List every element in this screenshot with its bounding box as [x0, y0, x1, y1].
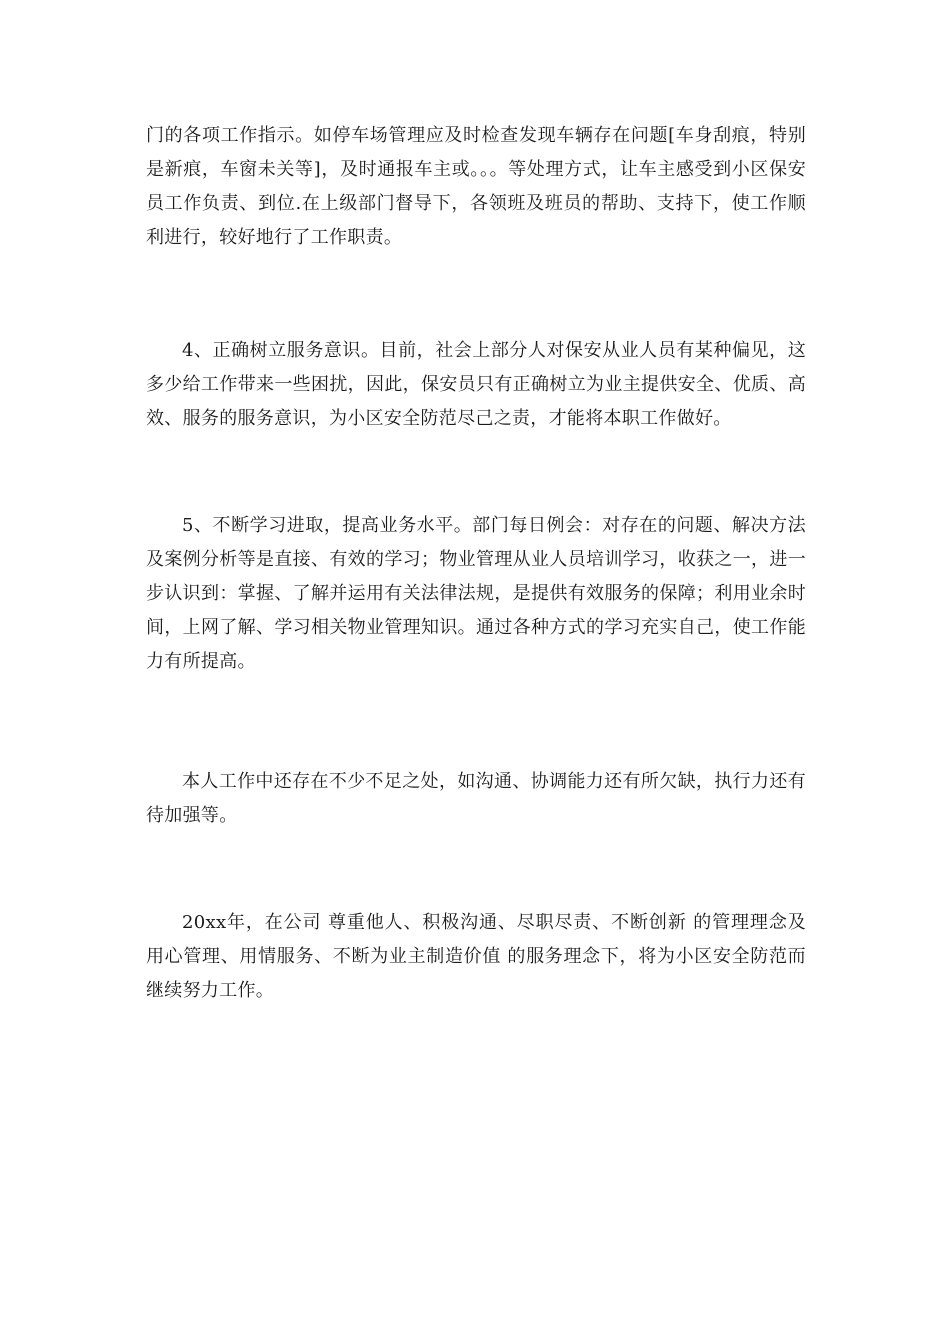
paragraph-continuous-learning: 5、不断学习进取，提高业务水平。部门每日例会：对存在的问题、解决方法及案例分析等是直接、有效的学习；物业管理从业人员培训学习，收获之一，进一步认识到：掌握、了解并运用有关法律法规，是提供有效服务的保障；利用业余时间，上网了解、学习相关物业管理知识。通过各种方式的学习充实自己，使工作能力有所提高。 — [146, 515, 806, 672]
paragraph-shortcomings: 本人工作中还存在不少不足之处，如沟通、协调能力还有所欠缺，执行力还有待加强等。 — [146, 771, 806, 826]
paragraph-service-awareness: 4、正确树立服务意识。目前，社会上部分人对保安从业人员有某种偏见，这多少给工作带来一些困扰，因此，保安员只有正确树立为业主提供安全、优质、高效、服务的服务意识，为小区安全防范尽己之责，才能将本职工作做好。 — [146, 340, 806, 429]
paragraph-continuation: 门的各项工作指示。如停车场管理应及时检查发现车辆存在问题[车身刮痕，特别是新痕，车窗未关等]，及时通报车主或。。。等处理方式，让车主感受到小区保安员工作负责、到位.在上级部门督导下，各领班及班员的帮助、支持下，使工作顺利进行，较好地行了工作职责。 — [146, 125, 806, 248]
paragraph-outlook: 20xx年，在公司 尊重他人、积极沟通、尽职尽责、不断创新 的管理理念及 用心管理、用情服务、不断为业主制造价值 的服务理念下，将为小区安全防范而继续努力工作。 — [146, 912, 806, 1001]
